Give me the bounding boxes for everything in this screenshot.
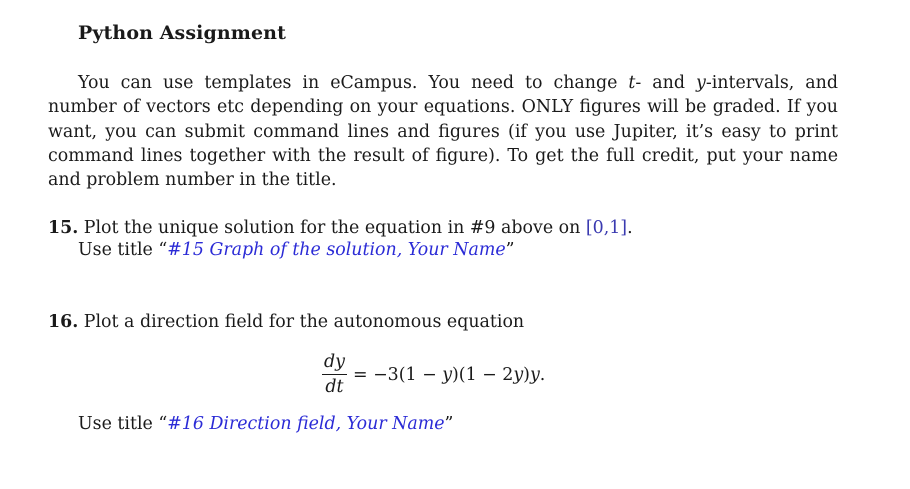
fraction-numerator: dy [324, 352, 345, 372]
fraction-denominator: dt [325, 377, 344, 397]
derivative-fraction [322, 352, 347, 397]
rhs-part-2: )(1 − 2 [452, 364, 514, 385]
problem-15-use-title [78, 240, 515, 260]
intro-var-y: y [696, 73, 706, 93]
problem-16-number: 16. [48, 312, 79, 332]
problem-15-use-suffix: ” [505, 240, 515, 260]
problem-15-period: . [627, 218, 633, 238]
equation-rhs [353, 365, 545, 385]
intro-text-2: - and [635, 73, 697, 93]
rhs-var-y-3: y [529, 364, 540, 385]
problem-16-use-suffix: ” [444, 414, 454, 434]
intro-text-3: -intervals, and number of vectors etc depending on your equations. ONLY figures will be graded. If you want, you can submit command lines and figures (if you use Jupiter, it’s easy to print command lines together with the result of figure). To get the full credit, put your name and problem number in the title. [48, 73, 838, 191]
problem-16-text: Plot a direction field for the autonomous equation [83, 312, 525, 332]
problem-16 [48, 312, 524, 332]
problem-15 [48, 216, 633, 240]
intro-paragraph [48, 71, 838, 192]
rhs-var-y-2: y [513, 364, 524, 385]
autonomous-equation [322, 352, 545, 397]
problem-16-use-title [78, 414, 453, 434]
page-title: Python Assignment [78, 22, 286, 44]
problem-15-use-prefix: Use title “ [78, 240, 168, 260]
problem-16-use-prefix: Use title “ [78, 414, 168, 434]
problem-16-title-text: #16 Direction field, Your Name [167, 414, 445, 434]
rhs-var-y-1: y [442, 364, 453, 385]
rhs-part-1: = −3(1 − [352, 364, 443, 385]
problem-15-interval-link[interactable]: [0,1] [585, 218, 628, 238]
problem-15-title-text: #15 Graph of the solution, Your Name [167, 240, 506, 260]
rhs-period: . [539, 364, 546, 385]
problem-15-text: Plot the unique solution for the equation in #9 above on [83, 218, 586, 238]
problem-15-number: 15. [48, 218, 79, 238]
intro-var-t: t [628, 73, 636, 93]
rhs-part-3: ) [523, 364, 530, 385]
intro-text-1: You can use templates in eCampus. You need to change [78, 73, 629, 93]
